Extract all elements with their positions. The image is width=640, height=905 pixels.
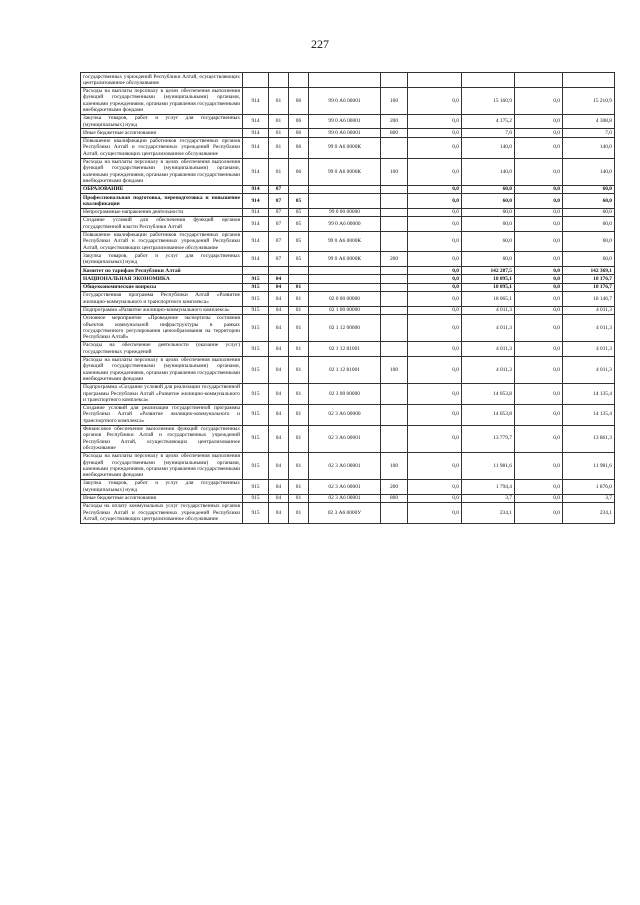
- table-row: [81, 252, 615, 267]
- cell-podrazdel: [289, 275, 309, 283]
- cell-amount-1: 0,0: [408, 216, 462, 231]
- cell-amount-3: 0,0: [515, 452, 563, 479]
- cell-razdel: 04: [269, 314, 289, 341]
- cell-podrazdel: 01: [289, 452, 309, 479]
- cell-target-article: 99 0 А6 00000: [309, 216, 381, 231]
- cell-target-article: 02 3 А6 00001: [309, 494, 381, 502]
- cell-expense-type: [381, 283, 408, 291]
- cell-grbs: 914: [243, 129, 269, 137]
- cell-podrazdel: [289, 267, 309, 275]
- cell-expense-type: [381, 267, 408, 275]
- table-row: [81, 185, 615, 193]
- table-row: [81, 494, 615, 502]
- cell-target-article: 02 1 12 00000: [309, 314, 381, 341]
- row-name: Финансовое обеспечение выполнения функций государственных органов Республики Алтай и государственных учреждений Республики Алтай, осуществляющих централизованное обслуживание: [81, 425, 243, 452]
- cell-amount-2: 15 160,9: [462, 87, 515, 114]
- cell-amount-2: 18 095,1: [462, 275, 515, 283]
- cell-amount-4: 11 981,6: [563, 452, 615, 479]
- cell-amount-3: 0,0: [515, 129, 563, 137]
- cell-grbs: 914: [243, 185, 269, 193]
- table-row: [81, 114, 615, 129]
- cell-amount-1: 0,0: [408, 129, 462, 137]
- cell-target-article: 02 3 А6 00001: [309, 425, 381, 452]
- cell-grbs: 914: [243, 194, 269, 209]
- cell-amount-1: [408, 73, 462, 88]
- cell-podrazdel: 01: [289, 502, 309, 523]
- cell-amount-3: 0,0: [515, 267, 563, 275]
- row-name: Расходы на оплату коммунальных услуг государственных органов Республики Алтай и государственных учреждений Республики Алтай, осуществляющих централизованное обслуживание: [81, 502, 243, 523]
- cell-amount-4: 18 146,7: [563, 291, 615, 306]
- cell-amount-2: 7,0: [462, 129, 515, 137]
- cell-expense-type: [381, 502, 408, 523]
- cell-amount-3: 0,0: [515, 479, 563, 494]
- table-row: [81, 73, 615, 88]
- row-name: Повышение квалификации работников государственных органов Республики Алтай и государственных учреждений Республики Алтай, осуществляющих централизованное обслуживание: [81, 137, 243, 158]
- cell-target-article: 02 1 12 81001: [309, 341, 381, 356]
- row-name: Государственная программа Республики Алтай «Развитие жилищно-коммунального и транспортного комплекса»: [81, 291, 243, 306]
- cell-grbs: 915: [243, 341, 269, 356]
- cell-razdel: 07: [269, 252, 289, 267]
- cell-amount-1: 0,0: [408, 306, 462, 314]
- cell-amount-1: 0,0: [408, 275, 462, 283]
- cell-grbs: 914: [243, 252, 269, 267]
- cell-podrazdel: 05: [289, 208, 309, 216]
- cell-target-article: 99 0 00 00000: [309, 208, 381, 216]
- cell-amount-4: 60,0: [563, 231, 615, 252]
- cell-expense-type: [381, 194, 408, 209]
- cell-amount-2: 60,0: [462, 252, 515, 267]
- cell-amount-1: 0,0: [408, 194, 462, 209]
- cell-podrazdel: 01: [289, 341, 309, 356]
- cell-amount-3: 0,0: [515, 383, 563, 404]
- cell-amount-4: 60,0: [563, 216, 615, 231]
- table-row: [81, 267, 615, 275]
- cell-amount-2: 14 053,8: [462, 383, 515, 404]
- row-name: Закупка товаров, работ и услуг для государственных (муниципальных) нужд: [81, 479, 243, 494]
- cell-expense-type: [381, 137, 408, 158]
- cell-amount-4: 14 135,4: [563, 383, 615, 404]
- cell-amount-3: 0,0: [515, 252, 563, 267]
- cell-amount-4: 140,0: [563, 137, 615, 158]
- table-row: [81, 129, 615, 137]
- cell-razdel: 04: [269, 356, 289, 383]
- cell-amount-2: 234,1: [462, 502, 515, 523]
- cell-grbs: 914: [243, 231, 269, 252]
- cell-expense-type: [381, 314, 408, 341]
- cell-amount-1: 0,0: [408, 479, 462, 494]
- cell-grbs: 914: [243, 208, 269, 216]
- cell-razdel: 04: [269, 283, 289, 291]
- cell-target-article: 99 0 А6 0000К: [309, 231, 381, 252]
- cell-amount-4: 4 011,3: [563, 341, 615, 356]
- cell-grbs: 915: [243, 452, 269, 479]
- cell-target-article: [309, 275, 381, 283]
- row-name: Создание условий для реализации государственной программы Республики Алтай «Развитие жилищно-коммунального и транспортного комплекса»: [81, 404, 243, 425]
- cell-amount-2: 4 011,3: [462, 356, 515, 383]
- cell-razdel: 04: [269, 452, 289, 479]
- row-name: государственных учреждений Республики Алтай, осуществляющих централизованное обслуживание: [81, 73, 243, 88]
- cell-expense-type: [381, 275, 408, 283]
- table-row: [81, 283, 615, 291]
- row-name: Иные бюджетные ассигнования: [81, 129, 243, 137]
- table-row: [81, 216, 615, 231]
- cell-amount-3: 0,0: [515, 194, 563, 209]
- cell-amount-2: 14 053,8: [462, 404, 515, 425]
- cell-grbs: 914: [243, 158, 269, 185]
- cell-expense-type: [381, 306, 408, 314]
- table-row: [81, 452, 615, 479]
- cell-expense-type: 100: [381, 356, 408, 383]
- cell-amount-3: 0,0: [515, 208, 563, 216]
- cell-amount-1: 0,0: [408, 158, 462, 185]
- cell-amount-4: 3,7: [563, 494, 615, 502]
- row-name: Непрограммные направления деятельности: [81, 208, 243, 216]
- cell-amount-3: [515, 73, 563, 88]
- cell-grbs: 915: [243, 275, 269, 283]
- cell-amount-4: 140,0: [563, 158, 615, 185]
- cell-amount-2: 18 065,1: [462, 291, 515, 306]
- cell-target-article: [309, 194, 381, 209]
- cell-podrazdel: 01: [289, 291, 309, 306]
- cell-target-article: 99 0 А6 0000К: [309, 137, 381, 158]
- cell-grbs: 915: [243, 283, 269, 291]
- cell-amount-2: 1 794,4: [462, 479, 515, 494]
- cell-podrazdel: 05: [289, 231, 309, 252]
- cell-amount-3: 0,0: [515, 404, 563, 425]
- table-row: [81, 208, 615, 216]
- cell-amount-1: 0,0: [408, 341, 462, 356]
- cell-amount-2: 60,0: [462, 208, 515, 216]
- cell-expense-type: [381, 231, 408, 252]
- cell-grbs: 915: [243, 502, 269, 523]
- table-row: [81, 158, 615, 185]
- cell-razdel: [269, 73, 289, 88]
- cell-amount-2: [462, 73, 515, 88]
- cell-amount-3: 0,0: [515, 306, 563, 314]
- cell-razdel: 07: [269, 185, 289, 193]
- cell-amount-4: 13 861,3: [563, 425, 615, 452]
- cell-amount-2: 11 981,6: [462, 452, 515, 479]
- cell-amount-1: 0,0: [408, 231, 462, 252]
- table-row: [81, 356, 615, 383]
- cell-amount-4: 4 011,3: [563, 314, 615, 341]
- cell-grbs: 915: [243, 404, 269, 425]
- cell-amount-1: 0,0: [408, 425, 462, 452]
- cell-amount-1: 0,0: [408, 356, 462, 383]
- row-name: Иные бюджетные ассигнования: [81, 494, 243, 502]
- row-name: Расходы на выплаты персоналу в целях обеспечения выполнения функций государственными (муниципальными) органами, казенными учреждениями, органами управления государственными внебюджетными фондами: [81, 452, 243, 479]
- cell-podrazdel: 01: [289, 283, 309, 291]
- cell-target-article: 02 1 12 81001: [309, 356, 381, 383]
- table-row: [81, 137, 615, 158]
- cell-grbs: [243, 73, 269, 88]
- row-name: Расходы на выплаты персоналу в целях обеспечения выполнения функций государственными (муниципальными) органами, казенными учреждениями, органами управления государственными внебюджетными фондами: [81, 87, 243, 114]
- cell-target-article: [309, 73, 381, 88]
- cell-razdel: 04: [269, 502, 289, 523]
- cell-amount-4: [563, 73, 615, 88]
- cell-amount-3: 0,0: [515, 341, 563, 356]
- cell-grbs: 914: [243, 87, 269, 114]
- cell-amount-2: 140,0: [462, 137, 515, 158]
- cell-amount-3: 0,0: [515, 494, 563, 502]
- cell-expense-type: [381, 216, 408, 231]
- cell-podrazdel: 06: [289, 129, 309, 137]
- cell-expense-type: [381, 185, 408, 193]
- cell-amount-2: 140,0: [462, 158, 515, 185]
- table-row: [81, 194, 615, 209]
- cell-podrazdel: 06: [289, 158, 309, 185]
- table-row: [81, 383, 615, 404]
- cell-razdel: 04: [269, 383, 289, 404]
- cell-amount-3: 0,0: [515, 158, 563, 185]
- cell-target-article: 99 0 А6 0000К: [309, 158, 381, 185]
- cell-podrazdel: 01: [289, 494, 309, 502]
- cell-expense-type: [381, 291, 408, 306]
- cell-razdel: 07: [269, 208, 289, 216]
- cell-amount-3: 0,0: [515, 275, 563, 283]
- row-name: Закупка товаров, работ и услуг для государственных (муниципальных) нужд: [81, 252, 243, 267]
- cell-razdel: 04: [269, 341, 289, 356]
- cell-target-article: 02 3 А6 00001: [309, 452, 381, 479]
- cell-amount-2: 142 287,5: [462, 267, 515, 275]
- cell-target-article: 02 3 А6 00001: [309, 479, 381, 494]
- cell-grbs: 915: [243, 425, 269, 452]
- cell-amount-4: 4 011,3: [563, 306, 615, 314]
- cell-expense-type: 100: [381, 452, 408, 479]
- row-name: Повышение квалификации работников государственных органов Республики Алтай и государственных учреждений Республики Алтай, осуществляющих централизованное обслуживание: [81, 231, 243, 252]
- cell-amount-2: 4 011,3: [462, 341, 515, 356]
- cell-podrazdel: 01: [289, 425, 309, 452]
- row-name: Закупка товаров, работ и услуг для государственных (муниципальных) нужд: [81, 114, 243, 129]
- cell-expense-type: [381, 425, 408, 452]
- cell-razdel: 01: [269, 137, 289, 158]
- row-name: Расходы на выплаты персоналу в целях обеспечения выполнения функций государственными (муниципальными) органами, казенными учреждениями, органами управления государственными внебюджетными фондами: [81, 356, 243, 383]
- cell-razdel: [269, 267, 289, 275]
- cell-amount-3: 0,0: [515, 502, 563, 523]
- cell-amount-1: 0,0: [408, 87, 462, 114]
- cell-amount-1: 0,0: [408, 452, 462, 479]
- cell-expense-type: 200: [381, 114, 408, 129]
- cell-amount-1: 0,0: [408, 267, 462, 275]
- cell-grbs: 915: [243, 356, 269, 383]
- table-row: [81, 314, 615, 341]
- cell-expense-type: [381, 404, 408, 425]
- cell-podrazdel: 06: [289, 87, 309, 114]
- cell-expense-type: [381, 383, 408, 404]
- table-row: [81, 87, 615, 114]
- cell-expense-type: 100: [381, 158, 408, 185]
- cell-amount-2: 18 095,1: [462, 283, 515, 291]
- cell-amount-3: 0,0: [515, 185, 563, 193]
- cell-target-article: 02 3 А6 00000: [309, 404, 381, 425]
- table-row: [81, 425, 615, 452]
- cell-expense-type: 100: [381, 87, 408, 114]
- cell-expense-type: 200: [381, 252, 408, 267]
- cell-amount-3: 0,0: [515, 114, 563, 129]
- cell-razdel: 04: [269, 494, 289, 502]
- cell-podrazdel: 06: [289, 137, 309, 158]
- cell-amount-3: 0,0: [515, 356, 563, 383]
- cell-amount-1: 0,0: [408, 404, 462, 425]
- cell-razdel: 04: [269, 479, 289, 494]
- cell-grbs: 914: [243, 114, 269, 129]
- row-name: НАЦИОНАЛЬНАЯ ЭКОНОМИКА: [81, 275, 243, 283]
- cell-amount-1: 0,0: [408, 314, 462, 341]
- cell-amount-1: 0,0: [408, 502, 462, 523]
- cell-amount-4: 60,0: [563, 194, 615, 209]
- cell-grbs: [243, 267, 269, 275]
- cell-target-article: 02 3 А6 0000У: [309, 502, 381, 523]
- cell-razdel: 04: [269, 291, 289, 306]
- cell-amount-1: 0,0: [408, 252, 462, 267]
- cell-expense-type: 800: [381, 494, 408, 502]
- cell-podrazdel: [289, 73, 309, 88]
- cell-amount-3: 0,0: [515, 291, 563, 306]
- cell-amount-3: 0,0: [515, 231, 563, 252]
- cell-razdel: 01: [269, 87, 289, 114]
- cell-grbs: 914: [243, 216, 269, 231]
- cell-amount-3: 0,0: [515, 216, 563, 231]
- cell-podrazdel: 05: [289, 252, 309, 267]
- row-name: Создание условий для обеспечения функций органов государственной власти Республики Алтай: [81, 216, 243, 231]
- cell-amount-1: 0,0: [408, 137, 462, 158]
- cell-amount-2: 60,0: [462, 216, 515, 231]
- cell-target-article: [309, 283, 381, 291]
- row-name: Подпрограмма «Создание условий для реализации государственной программы Республики Алтай «Развитие жилищно-коммунального и транспортного комплекса»: [81, 383, 243, 404]
- cell-expense-type: 200: [381, 479, 408, 494]
- row-name: ОБРАЗОВАНИЕ: [81, 185, 243, 193]
- cell-amount-1: 0,0: [408, 383, 462, 404]
- cell-amount-3: 0,0: [515, 87, 563, 114]
- cell-amount-4: 7,0: [563, 129, 615, 137]
- row-name: Общеэкономические вопросы: [81, 283, 243, 291]
- table-row: [81, 291, 615, 306]
- cell-podrazdel: 01: [289, 479, 309, 494]
- cell-razdel: 07: [269, 194, 289, 209]
- cell-razdel: 01: [269, 158, 289, 185]
- row-name: Расходы на обеспечение деятельности (оказание услуг) государственных учреждений: [81, 341, 243, 356]
- cell-expense-type: 800: [381, 129, 408, 137]
- cell-target-article: 02 1 00 00000: [309, 306, 381, 314]
- cell-target-article: 02 3 00 00000: [309, 383, 381, 404]
- cell-razdel: 07: [269, 216, 289, 231]
- cell-grbs: 915: [243, 291, 269, 306]
- cell-expense-type: [381, 341, 408, 356]
- page-number: 227: [311, 37, 329, 51]
- cell-expense-type: [381, 208, 408, 216]
- cell-razdel: 07: [269, 231, 289, 252]
- cell-razdel: 04: [269, 425, 289, 452]
- cell-amount-4: 142 369,1: [563, 267, 615, 275]
- row-name: Расходы на выплаты персоналу в целях обеспечения выполнения функций государственными (муниципальными) органами, казенными учреждениями, органами управления государственными внебюджетными фондами: [81, 158, 243, 185]
- cell-podrazdel: [289, 185, 309, 193]
- table-row: [81, 341, 615, 356]
- cell-amount-3: 0,0: [515, 137, 563, 158]
- cell-amount-1: 0,0: [408, 208, 462, 216]
- table-row: [81, 404, 615, 425]
- cell-amount-4: 4 308,8: [563, 114, 615, 129]
- cell-target-article: 02 0 00 00000: [309, 291, 381, 306]
- cell-amount-2: 4 011,3: [462, 306, 515, 314]
- cell-amount-2: 60,0: [462, 194, 515, 209]
- cell-podrazdel: 01: [289, 306, 309, 314]
- cell-podrazdel: 05: [289, 216, 309, 231]
- cell-amount-2: 60,0: [462, 231, 515, 252]
- cell-amount-2: 13 779,7: [462, 425, 515, 452]
- cell-amount-4: 1 876,0: [563, 479, 615, 494]
- cell-grbs: 915: [243, 306, 269, 314]
- row-name: Основное мероприятие «Проведение экспертизы состояния объектов коммунальной инфраструктуры в рамках государственного регулирования ценообразования на территории Республики Алтай»: [81, 314, 243, 341]
- cell-razdel: 04: [269, 404, 289, 425]
- cell-amount-4: 15 210,9: [563, 87, 615, 114]
- cell-grbs: 915: [243, 494, 269, 502]
- cell-target-article: 99 0 А6 0000К: [309, 252, 381, 267]
- row-name: Профессиональная подготовка, переподготовка и повышение квалификации: [81, 194, 243, 209]
- cell-target-article: [309, 185, 381, 193]
- cell-amount-4: 60,0: [563, 185, 615, 193]
- cell-expense-type: [381, 73, 408, 88]
- cell-target-article: [309, 267, 381, 275]
- cell-razdel: 04: [269, 306, 289, 314]
- cell-amount-4: 234,1: [563, 502, 615, 523]
- cell-amount-4: 60,0: [563, 208, 615, 216]
- cell-podrazdel: 05: [289, 194, 309, 209]
- cell-grbs: 915: [243, 383, 269, 404]
- cell-amount-3: 0,0: [515, 425, 563, 452]
- table-row: [81, 479, 615, 494]
- cell-amount-4: 18 176,7: [563, 283, 615, 291]
- cell-razdel: 01: [269, 129, 289, 137]
- cell-target-article: 99 0 А6 00001: [309, 129, 381, 137]
- table-row: [81, 231, 615, 252]
- cell-razdel: 01: [269, 114, 289, 129]
- cell-razdel: 04: [269, 275, 289, 283]
- cell-amount-2: 3,7: [462, 494, 515, 502]
- cell-amount-1: 0,0: [408, 185, 462, 193]
- budget-table: [80, 72, 615, 524]
- cell-grbs: 915: [243, 314, 269, 341]
- cell-amount-4: 14 135,4: [563, 404, 615, 425]
- cell-podrazdel: 01: [289, 356, 309, 383]
- cell-amount-2: 60,0: [462, 185, 515, 193]
- table-row: [81, 502, 615, 523]
- cell-amount-2: 4 011,3: [462, 314, 515, 341]
- cell-amount-1: 0,0: [408, 114, 462, 129]
- row-name: Подпрограмма «Развитие жилищно-коммунального комплекса»: [81, 306, 243, 314]
- cell-target-article: 99 0 А6 00001: [309, 114, 381, 129]
- table-row: [81, 306, 615, 314]
- cell-podrazdel: 01: [289, 383, 309, 404]
- cell-amount-4: 4 011,3: [563, 356, 615, 383]
- cell-grbs: 914: [243, 137, 269, 158]
- row-name: Комитет по тарифам Республики Алтай: [81, 267, 243, 275]
- cell-amount-1: 0,0: [408, 283, 462, 291]
- cell-amount-4: 60,0: [563, 252, 615, 267]
- cell-podrazdel: 01: [289, 314, 309, 341]
- table-row: [81, 275, 615, 283]
- cell-target-article: 99 0 А6 00001: [309, 87, 381, 114]
- cell-grbs: 915: [243, 479, 269, 494]
- cell-amount-1: 0,0: [408, 291, 462, 306]
- cell-amount-1: 0,0: [408, 494, 462, 502]
- cell-podrazdel: 06: [289, 114, 309, 129]
- cell-amount-3: 0,0: [515, 283, 563, 291]
- cell-podrazdel: 01: [289, 404, 309, 425]
- cell-amount-2: 4 175,2: [462, 114, 515, 129]
- cell-amount-4: 18 176,7: [563, 275, 615, 283]
- cell-amount-3: 0,0: [515, 314, 563, 341]
